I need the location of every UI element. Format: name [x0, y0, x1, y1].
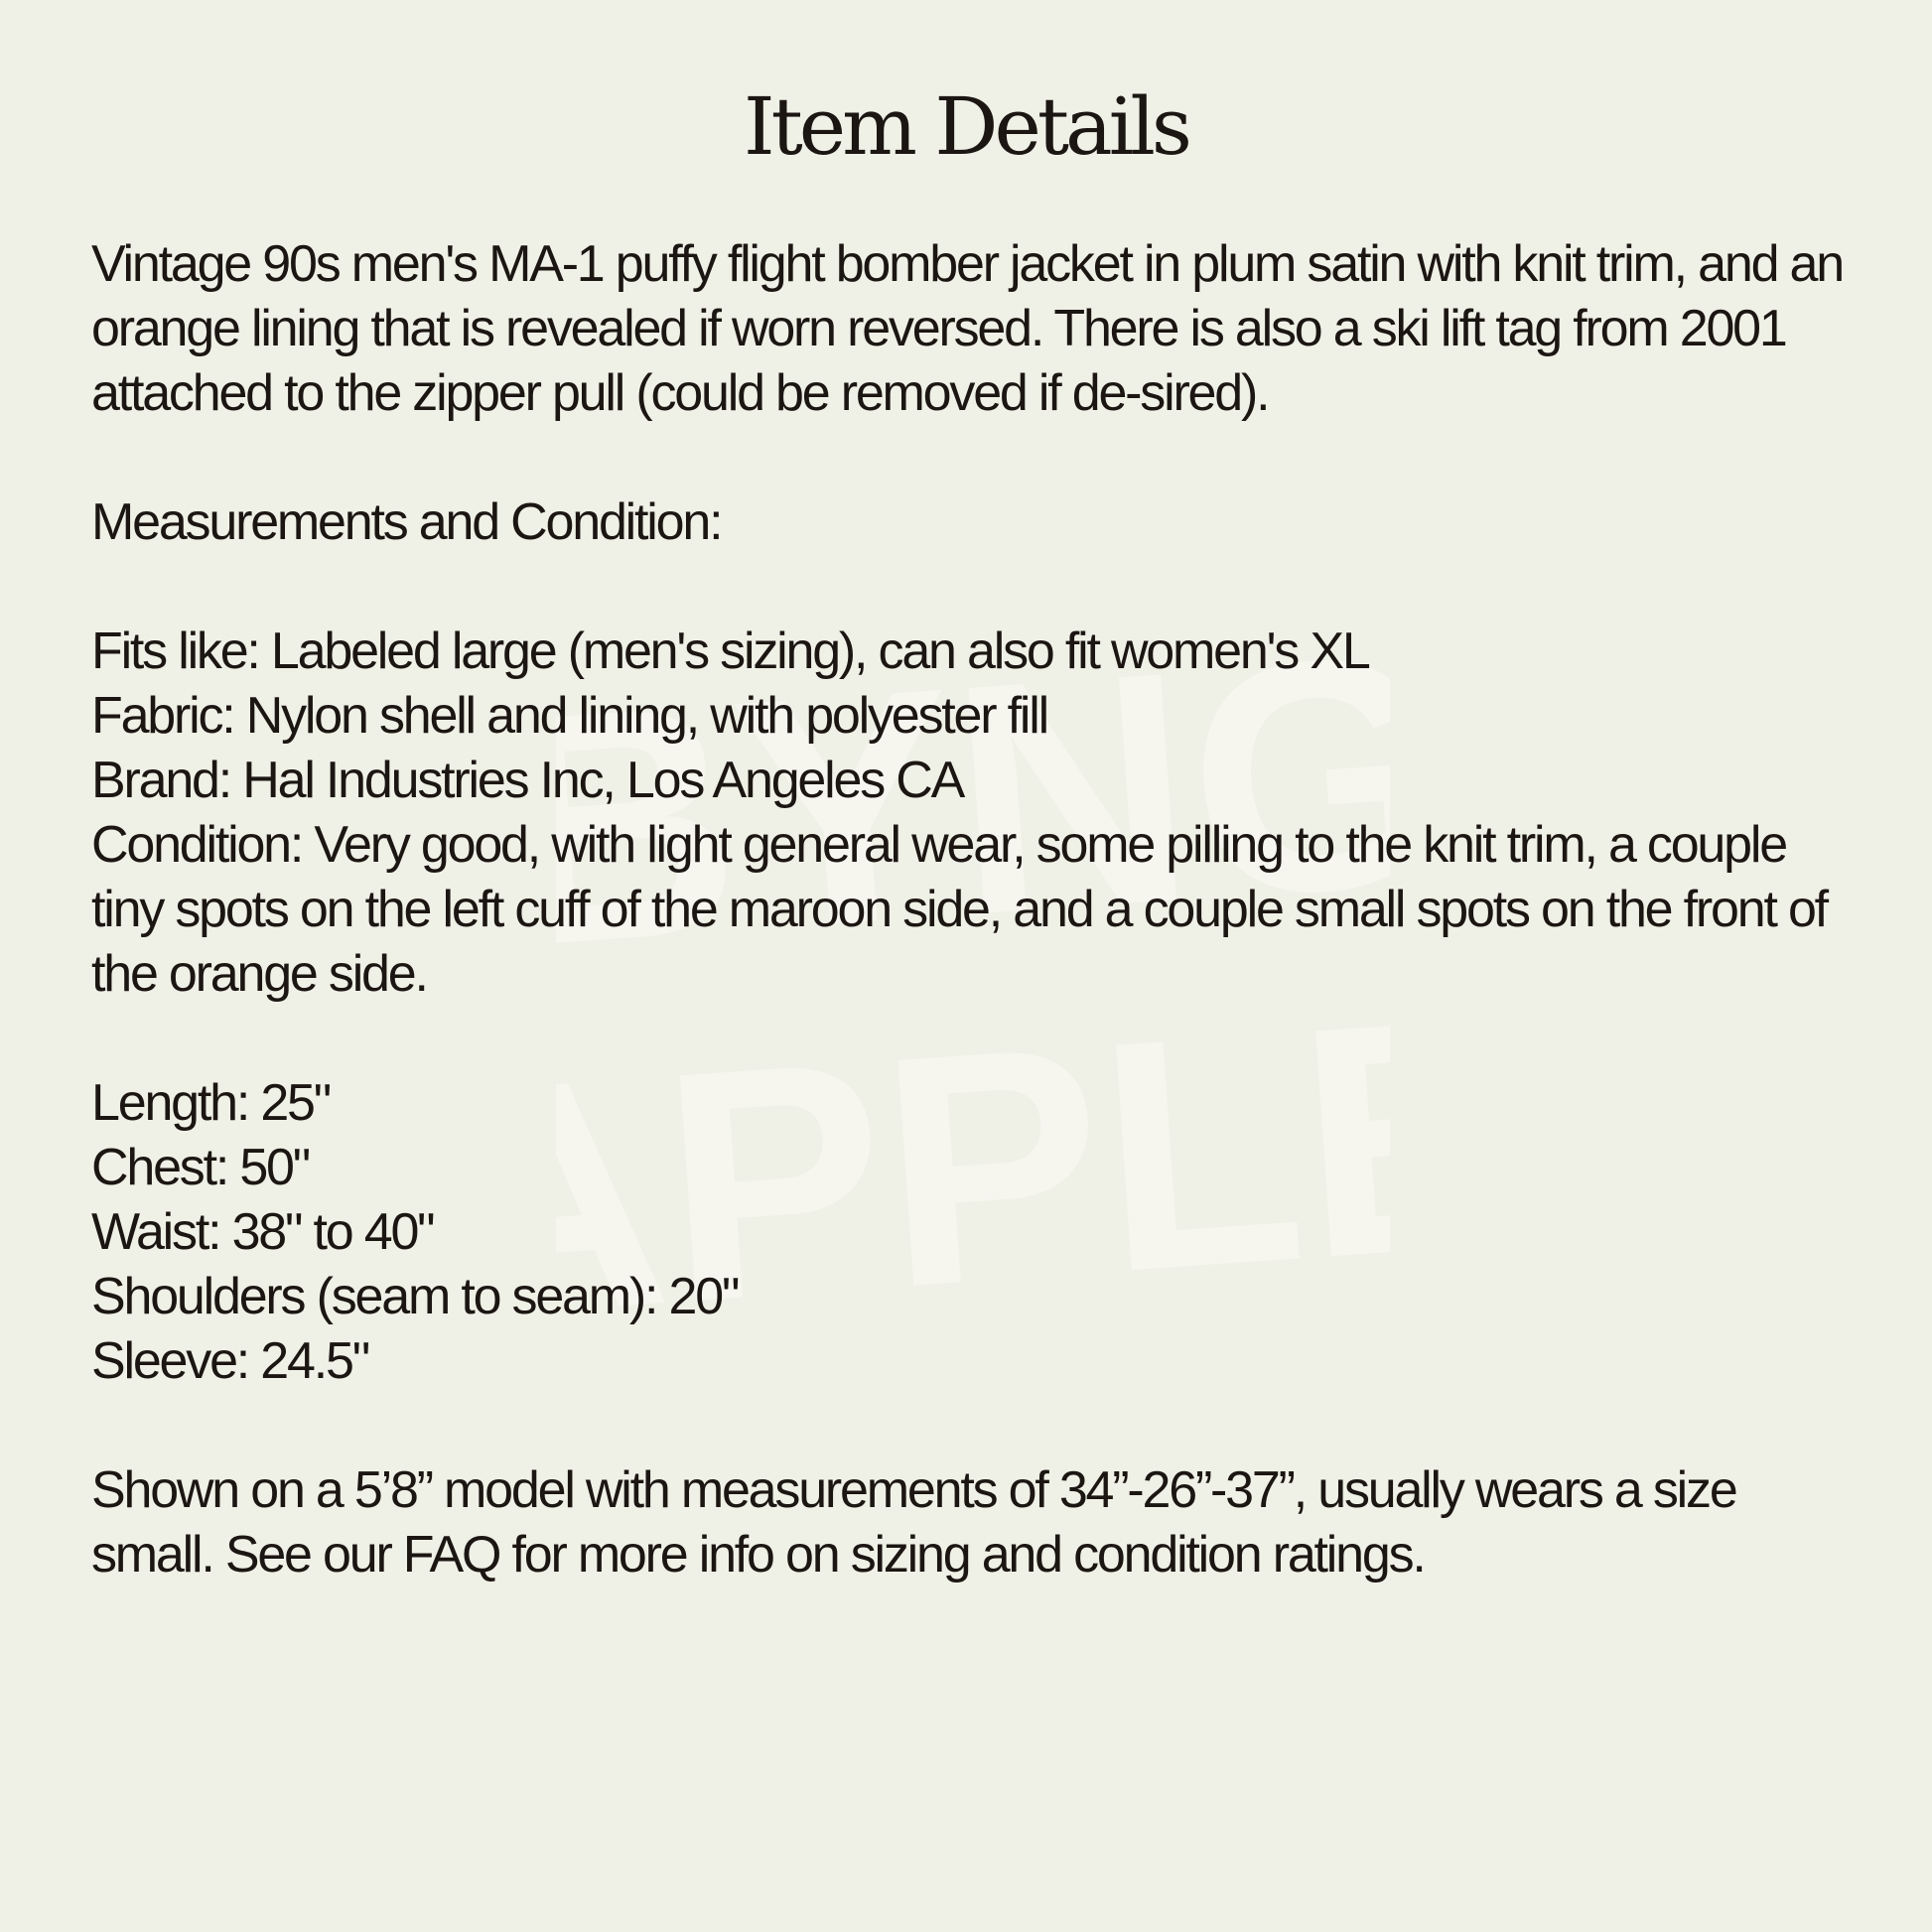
measurement-chest: Chest: 50" [91, 1139, 310, 1196]
measurement-waist: Waist: 38" to 40" [91, 1203, 434, 1261]
spacer [91, 1394, 1859, 1458]
watermark-text-line1: BYNG [556, 586, 1390, 1016]
section-heading: Measurements and Condition: [91, 493, 722, 551]
spacer [91, 1007, 1859, 1071]
spacer [91, 555, 1859, 620]
detail-fits-like: Fits like: Labeled large (men's sizing), can also fit women's XL [91, 622, 1369, 680]
detail-brand: Brand: Hal Industries Inc, Los Angeles CA [91, 752, 964, 809]
measurement-sleeve: Sleeve: 24.5" [91, 1332, 368, 1390]
measurement-shoulders: Shoulders (seam to seam): 20" [91, 1268, 739, 1325]
detail-condition: Condition: Very good, with light general wear, some pilling to the knit trim, a couple tiny spots on the left cuff of the maroon side, and a couple small spots on the front of the orange side. [91, 816, 1827, 1003]
measurement-length: Length: 25" [91, 1074, 331, 1132]
detail-fabric: Fabric: Nylon shell and lining, with polyester fill [91, 687, 1047, 745]
item-description-body [91, 232, 1859, 1587]
footer-note: Shown on a 5’8” model with measurements of 34”-26”-37”, usually wears a size small. See our FAQ for more info on sizing and condition ratings. [91, 1461, 1736, 1584]
spacer [91, 426, 1859, 490]
description-paragraph: Vintage 90s men's MA-1 puffy flight bomber jacket in plum satin with knit trim, and an orange lining that is revealed if worn reversed. There is also a ski lift tag from 2001 attached to the zipper pull (could be removed if de-sired). [91, 235, 1843, 422]
page-title: Item Details [744, 80, 1188, 173]
watermark-text-line2: APPLE [556, 946, 1390, 1340]
